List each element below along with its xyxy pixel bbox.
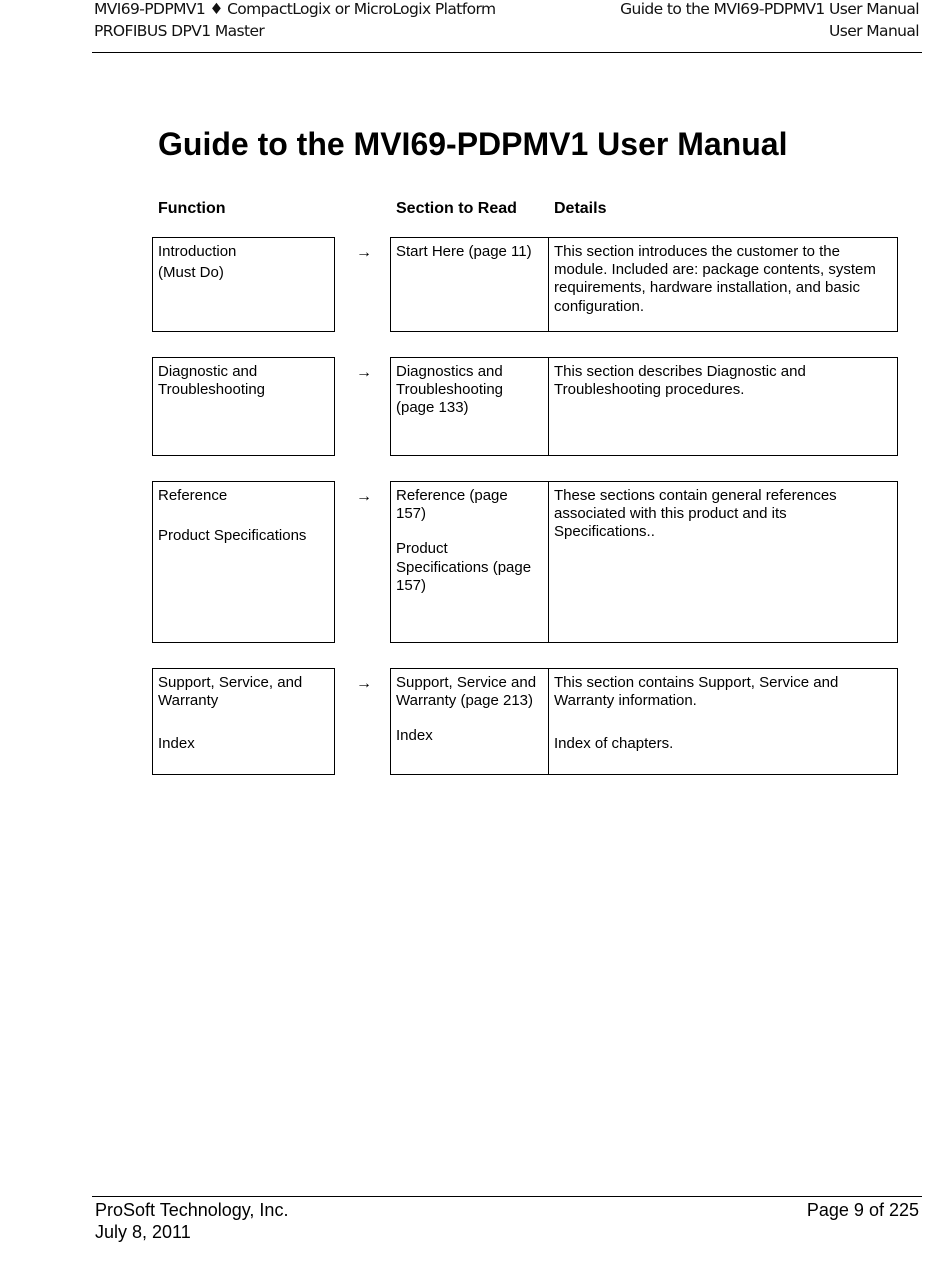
column-header-section: Section to Read bbox=[396, 200, 517, 217]
function-text: Support, Service, and Warranty bbox=[158, 674, 303, 710]
footer-rule bbox=[92, 1196, 922, 1197]
details-cell bbox=[554, 674, 874, 754]
function-cell bbox=[158, 363, 330, 399]
header-rule bbox=[92, 52, 922, 53]
column-header-details: Details bbox=[554, 200, 607, 217]
column-divider bbox=[548, 237, 549, 332]
details-text: This section describes Diagnostic and Troubleshooting procedures. bbox=[554, 363, 806, 399]
arrow-icon: → bbox=[356, 244, 372, 261]
details-cell bbox=[554, 363, 884, 399]
column-divider bbox=[548, 668, 549, 775]
footer-company: ProSoft Technology, Inc. bbox=[95, 1200, 289, 1220]
section-link[interactable]: Product Specifications (page 157) bbox=[396, 540, 532, 594]
function-cell bbox=[158, 487, 330, 545]
function-text: Product Specifications bbox=[158, 527, 307, 545]
function-cell bbox=[158, 674, 330, 754]
function-text: (Must Do) bbox=[158, 264, 224, 282]
section-link[interactable]: Start Here (page 11) bbox=[396, 243, 532, 260]
header-right-line2: User Manual bbox=[829, 22, 919, 40]
column-divider bbox=[548, 357, 549, 456]
page-title: Guide to the MVI69-PDPMV1 User Manual bbox=[158, 126, 788, 162]
section-link[interactable]: Diagnostics and Troubleshooting (page 133) bbox=[396, 363, 504, 417]
section-link[interactable]: Support, Service and Warranty (page 213) bbox=[396, 674, 537, 710]
arrow-icon: → bbox=[356, 364, 372, 381]
function-text: Reference bbox=[158, 487, 228, 504]
section-link[interactable]: Reference (page 157) bbox=[396, 487, 508, 523]
function-cell bbox=[158, 243, 330, 282]
section-link[interactable]: Index bbox=[396, 727, 433, 745]
section-cell bbox=[396, 243, 546, 261]
arrow-icon: → bbox=[356, 488, 372, 505]
header-right-line1: Guide to the MVI69-PDPMV1 User Manual bbox=[620, 0, 919, 18]
arrow-icon: → bbox=[356, 675, 372, 692]
header-left-line2: PROFIBUS DPV1 Master bbox=[94, 22, 265, 40]
details-text: Index of chapters. bbox=[554, 735, 674, 753]
section-cell bbox=[396, 363, 541, 418]
footer-page-number: Page 9 of 225 bbox=[806, 1200, 919, 1220]
section-cell bbox=[396, 487, 536, 595]
footer-date: July 8, 2011 bbox=[95, 1222, 191, 1242]
details-text: This section introduces the customer to the module. Included are: package contents, system requirements, hardware installation, and basic configuration. bbox=[554, 243, 876, 315]
details-text: These sections contain general references associated with this product and its Specifications.. bbox=[554, 487, 837, 541]
details-text: This section contains Support, Service and Warranty information. bbox=[554, 674, 839, 710]
details-cell bbox=[554, 243, 894, 316]
section-cell bbox=[396, 674, 541, 746]
details-cell bbox=[554, 487, 864, 542]
column-divider bbox=[548, 481, 549, 643]
column-header-function: Function bbox=[158, 200, 226, 217]
function-text: Diagnostic and Troubleshooting bbox=[158, 363, 266, 399]
function-text: Introduction bbox=[158, 243, 237, 260]
function-text: Index bbox=[158, 735, 195, 753]
header-left-line1: MVI69-PDPMV1 ♦ CompactLogix or MicroLogix Platform bbox=[94, 0, 496, 18]
